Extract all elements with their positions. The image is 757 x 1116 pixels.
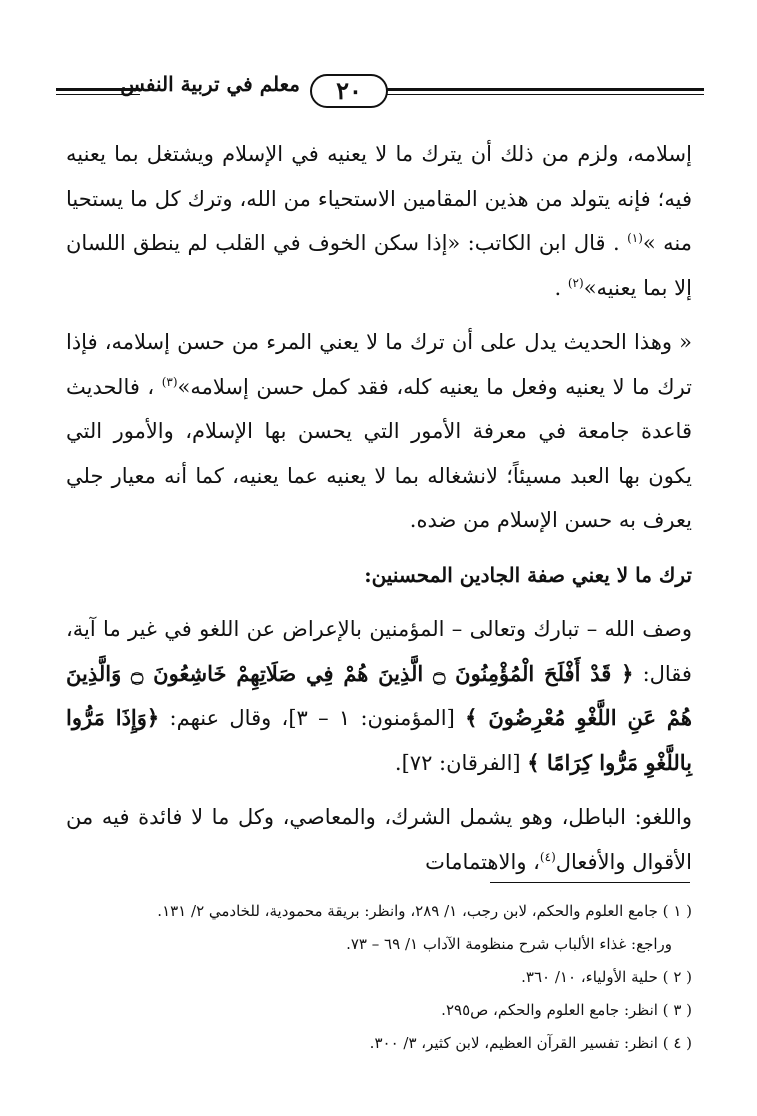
page-number: ٢٠: [310, 74, 388, 108]
footnote-marker: (٢): [567, 275, 584, 290]
paragraph: [66, 132, 692, 310]
paragraph-text: ، فالحديث قاعدة جامعة في معرفة الأمور التي يحسن بها الإسلام، والأمور التي يكون بها العبد مسيئاً؛ لانشغاله بما لا يعنيه عما يعنيه، كما أنه معيار جلي يعرف به حسن الإسلام من ضده.: [66, 374, 692, 532]
verse-reference: [الفرقان: ٧٢].: [394, 750, 521, 775]
footnote-continuation: وراجع: غذاء الألباب شرح منظومة الآداب ١/ ٦٩ – ٧٣.: [346, 935, 672, 953]
paragraph-text: « وهذا الحديث يدل على أن ترك ما لا يعني المرء من حسن إسلامه، فإذا ترك ما لا يعنيه وفعل ما يعنيه كله، فقد كمل حسن إسلامه»: [66, 330, 693, 399]
section-heading: ترك ما لا يعني صفة الجادين المحسنين:: [364, 562, 692, 587]
body-text: [66, 132, 692, 884]
paragraph-text: ، والاهتمامات: [425, 849, 540, 874]
paragraph: [66, 607, 692, 785]
paragraph-text: وصف الله – تبارك وتعالى – المؤمنين بالإعراض عن اللغو في غير ما آية، فقال:: [66, 617, 692, 686]
page-header: [56, 70, 704, 114]
footnote: ( ٣ ) انظر: جامع العلوم والحكم، ص٢٩٥.: [441, 1001, 692, 1019]
paragraph: [66, 320, 692, 543]
paragraph-text: واللغو: الباطل، وهو يشمل الشرك، والمعاصي، وكل ما لا فائدة فيه من الأقوال والأفعال: [66, 805, 692, 874]
footnote-separator: [490, 882, 690, 883]
footnote-marker: (١): [627, 231, 643, 245]
running-title: معلم في تربية النفس: [120, 72, 300, 96]
footnote: ( ٢ ) حلية الأولياء، ١٠/ ٣٦٠.: [521, 968, 692, 986]
footnote: ( ١ ) جامع العلوم والحكم، لابن رجب، ١/ ٢٨٩، وانظر: بريقة محمودية، للخادمي ٢/ ١٣١.: [157, 902, 692, 920]
footnotes: [66, 895, 692, 1060]
verse-reference: [المؤمنون: ١ – ٣]، وقال عنهم:: [169, 706, 455, 730]
footnote: ( ٤ ) انظر: تفسير القرآن العظيم، لابن كثير، ٣/ ٣٠٠.: [369, 1034, 692, 1052]
paragraph-text: إسلامه، ولزم من ذلك أن يترك ما لا يعنيه في الإسلام ويشتغل بما يعنيه فيه؛ فإنه يتولد من هذين المقامين الاستحياء من الله، وترك كل ما يستحيا منه »: [66, 142, 692, 255]
footnote-marker: (٣): [161, 374, 178, 389]
quran-verse: ﴿وَإِذَا مَرُّوا بِاللَّغْوِ مَرُّوا كِرَامًا ﴾: [66, 705, 692, 775]
paragraph-text: .: [554, 275, 562, 300]
paragraph-text: . قال ابن الكاتب: «إذا سكن الخوف في القلب لم ينطق اللسان إلا بما يعنيه»: [66, 231, 692, 300]
footnote-marker: (٤): [539, 849, 556, 864]
paragraph: [66, 795, 692, 884]
header-rule-right-thin: [386, 94, 704, 95]
header-rule-right-thick: [386, 88, 704, 91]
quran-verse: ﴿ قَدْ أَفْلَحَ الْمُؤْمِنُونَ ۝ الَّذِينَ هُمْ فِي صَلَاتِهِمْ خَاشِعُونَ ۝ وَالَّذِينَ هُمْ عَنِ اللَّغْوِ مُعْرِضُونَ ﴾: [66, 660, 692, 730]
